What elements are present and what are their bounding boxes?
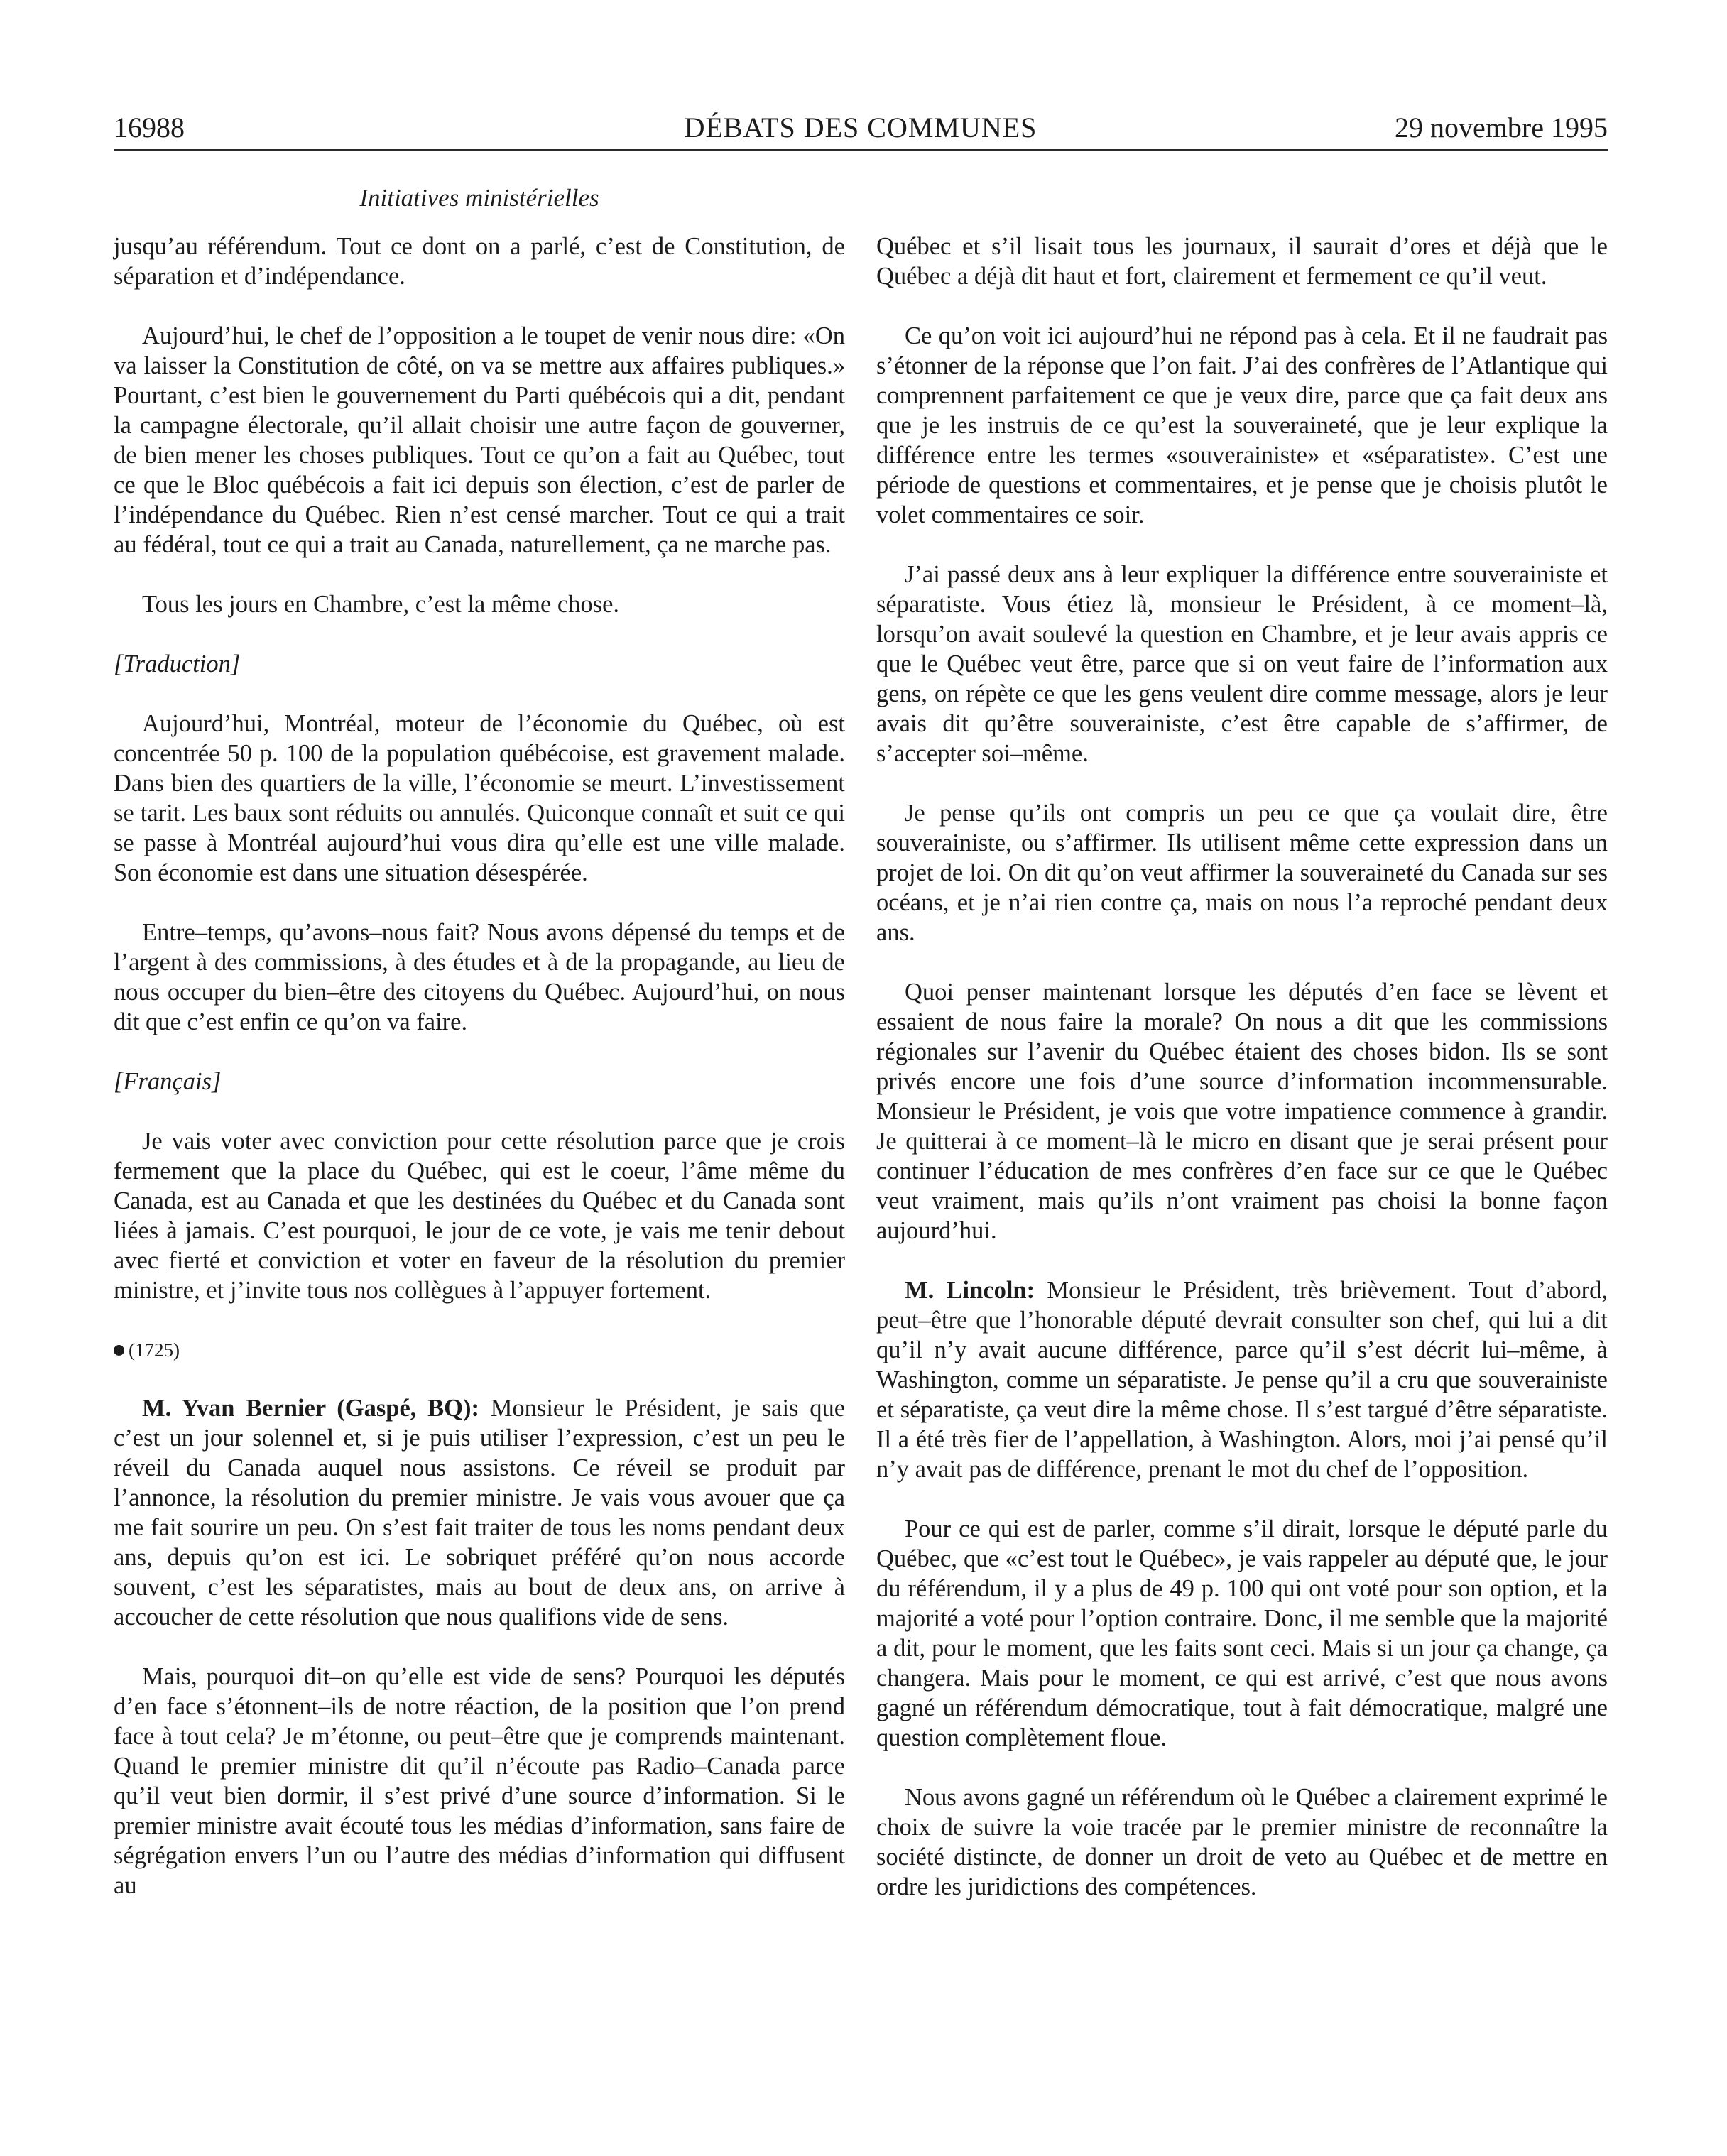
paragraph: Je pense qu’ils ont compris un peu ce que ça voulait dire, être souverainiste, ou s’affirmer. Ils utilisent même cette expression dans un projet de loi. On dit qu’on veut affirmer la souveraineté du Canada sur ses océans, et je n’ai rien contre ça, mais on nous l’a reproché pendant deux ans. <box>876 800 1608 946</box>
language-marker-francais: [Français] <box>114 1068 222 1095</box>
paragraph: Mais, pourquoi dit–on qu’elle est vide de sens? Pourquoi les députés d’en face s’étonnent–ils de notre réaction, de la position que l’on prend face à tout cela? Je m’étonne, ou peut–être que je comprends maintenant. Quand le premier ministre dit qu’il n’écoute pas Radio–Canada parce qu’il veut bien dormir, il s’est privé d’une source d’information. Si le premier ministre avait écouté tous les médias d’information, sans faire de ségrégation envers l’un ou l’autre des médias d’information qui diffusent au <box>114 1663 845 1899</box>
left-column <box>114 232 845 1930</box>
language-marker-traduction: [Traduction] <box>114 650 241 677</box>
bullet-icon <box>114 1345 124 1356</box>
speech-text: Monsieur le Président, je sais que c’est un jour solennel et, si je puis utiliser l’expression, c’est un peu le réveil du Canada auquel nous assistons. Ce réveil se produit par l’annonce, la résolution du premier ministre. Je vais vous avouer que ça me fait sourire un peu. On s’est fait traiter de tous les noms pendant deux ans, depuis qu’on est ici. Le sobriquet préféré qu’on nous accorde souvent, c’est les séparatistes, mais au bout de deux ans, on arrive à accoucher de cette résolution que nous qualifions vide de sens. <box>114 1395 846 1630</box>
paragraph: Quoi penser maintenant lorsque les députés d’en face se lèvent et essaient de nous faire la morale? On nous a dit que les commissions régionales sur l’avenir du Québec étaient des choses bidon. Ils se sont privés encore une fois d’une source d’information incommensurable. Monsieur le Président, je vois que votre impatience commence à grandir. Je quitterai à ce moment–là le micro en disant que je serai présent pour continuer l’éducation de mes confrères d’en face sur ce que le Québec veut vraiment, mais qu’ils n’ont vraiment pas choisi la bonne façon aujourd’hui. <box>876 979 1608 1244</box>
time-stamp-text: (1725) <box>129 1339 180 1361</box>
section-title: Initiatives ministérielles <box>359 184 599 212</box>
speaker-name: M. Yvan Bernier (Gaspé, BQ): <box>142 1395 479 1422</box>
speech-paragraph <box>114 1393 845 1632</box>
paragraph: Entre–temps, qu’avons–nous fait? Nous avons dépensé du temps et de l’argent à des commissions, à des études et à de la propagande, au lieu de nous occuper du bien–être des citoyens du Québec. Aujourd’hui, on nous dit que c’est enfin ce qu’on va faire. <box>114 919 845 1035</box>
publication-date: 29 novembre 1995 <box>1395 111 1608 143</box>
paragraph: Ce qu’on voit ici aujourd’hui ne répond pas à cela. Et il ne faudrait pas s’étonner de la réponse que l’on fait. J’ai des confrères de l’Atlantique qui comprennent parfaitement ce que je veux dire, parce que ça fait deux ans que je les instruis de ce qu’est la souveraineté, que je leur explique la différence entre les termes «souverainiste» et «séparatiste». C’est une période de questions et commentaires, et je pense que je choisis plutôt le volet commentaires ce soir. <box>876 322 1608 528</box>
paragraph: jusqu’au référendum. Tout ce dont on a parlé, c’est de Constitution, de séparation et d’indépendance. <box>114 233 845 290</box>
journal-title: DÉBATS DES COMMUNES <box>684 111 1037 143</box>
speaker-name: M. Lincoln: <box>905 1277 1035 1304</box>
right-column <box>876 232 1608 1932</box>
paragraph: J’ai passé deux ans à leur expliquer la différence entre souverainiste et séparatiste. Vous étiez là, monsieur le Président, à ce moment–là, lorsqu’on avait soulevé la question en Chambre, et je leur avais appris ce que le Québec veut être, parce que si on veut faire de l’information aux gens, on répète ce que les gens veulent dire comme message, alors je leur avais dit qu’être souverainiste, c’est être capable de s’affirmer, de s’accepter soi–même. <box>876 561 1608 767</box>
paragraph: Pour ce qui est de parler, comme s’il dirait, lorsque le député parle du Québec, que «c’est tout le Québec», je vais rappeler au député que, le jour du référendum, il y a plus de 49 p. 100 qui ont voté pour son option, et la majorité a voté pour l’option contraire. Donc, il me semble que la majorité a dit, pour le moment, que les faits sont ceci. Mais si un jour ça change, ça changera. Mais pour le moment, ce qui est arrivé, c’est que nous avons gagné un référendum démocratique, tout à fait démocratique, malgré une question complètement floue. <box>876 1515 1608 1751</box>
speech-paragraph <box>876 1275 1608 1484</box>
time-stamp <box>114 1335 845 1365</box>
paragraph: Nous avons gagné un référendum où le Québec a clairement exprimé le choix de suivre la voie tracée par le premier ministre de reconnaître la société distincte, de donner un droit de veto au Québec et de mettre en ordre les juridictions des compétences. <box>876 1784 1608 1900</box>
speech-text: Monsieur le Président, très brièvement. Tout d’abord, peut–être que l’honorable député devrait consulter son chef, qui lui a dit qu’il n’y avait aucune différence, parce qu’il s’est décrit lui–même, à Washington, comme un séparatiste. Je pense qu’il a cru que souverainiste et séparatiste, ça veut dire la même chose. Il s’est targué d’être séparatiste. Il a été très fier de l’appellation, à Washington. Alors, moi j’ai pensé qu’il n’y avait pas de différence, prenant le mot du chef de l’opposition. <box>876 1277 1608 1483</box>
page-number: 16988 <box>114 111 185 143</box>
paragraph: Tous les jours en Chambre, c’est la même chose. <box>142 591 620 618</box>
paragraph: Aujourd’hui, Montréal, moteur de l’économie du Québec, où est concentrée 50 p. 100 de la population québécoise, est gravement malade. Dans bien des quartiers de la ville, l’économie se meurt. L’investissement se tarit. Les baux sont réduits ou annulés. Quiconque connaît et suit ce qui se passe à Montréal aujourd’hui vous dira qu’elle est une ville malade. Son économie est dans une situation désespérée. <box>114 710 845 886</box>
paragraph: Québec et s’il lisait tous les journaux, il saurait d’ores et déjà que le Québec a déjà dit haut et fort, clairement et fermement ce qu’il veut. <box>876 233 1608 290</box>
paragraph: Aujourd’hui, le chef de l’opposition a le toupet de venir nous dire: «On va laisser la Constitution de côté, on va se mettre aux affaires publiques.» Pourtant, c’est bien le gouvernement du Parti québécois qui a dit, pendant la campagne électorale, qu’il allait choisir une autre façon de gouverner, de bien mener les choses publiques. Tout ce qu’on a fait au Québec, tout ce que le Bloc québécois a fait ici depuis son élection, c’est de parler de l’indépendance du Québec. Rien n’est censé marcher. Tout ce qui a trait au fédéral, tout ce qui a trait au Canada, naturellement, ça ne marche pas. <box>114 322 845 558</box>
page-header <box>114 107 1608 149</box>
paragraph: Je vais voter avec conviction pour cette résolution parce que je crois fermement que la place du Québec, qui est le coeur, l’âme même du Canada, est au Canada et que les destinées du Québec et du Canada sont liées à jamais. C’est pourquoi, le jour de ce vote, je vais me tenir debout avec fierté et conviction et voter en faveur de la résolution du premier ministre, et j’invite tous nos collègues à l’appuyer fortement. <box>114 1128 845 1304</box>
header-rule <box>114 149 1608 151</box>
